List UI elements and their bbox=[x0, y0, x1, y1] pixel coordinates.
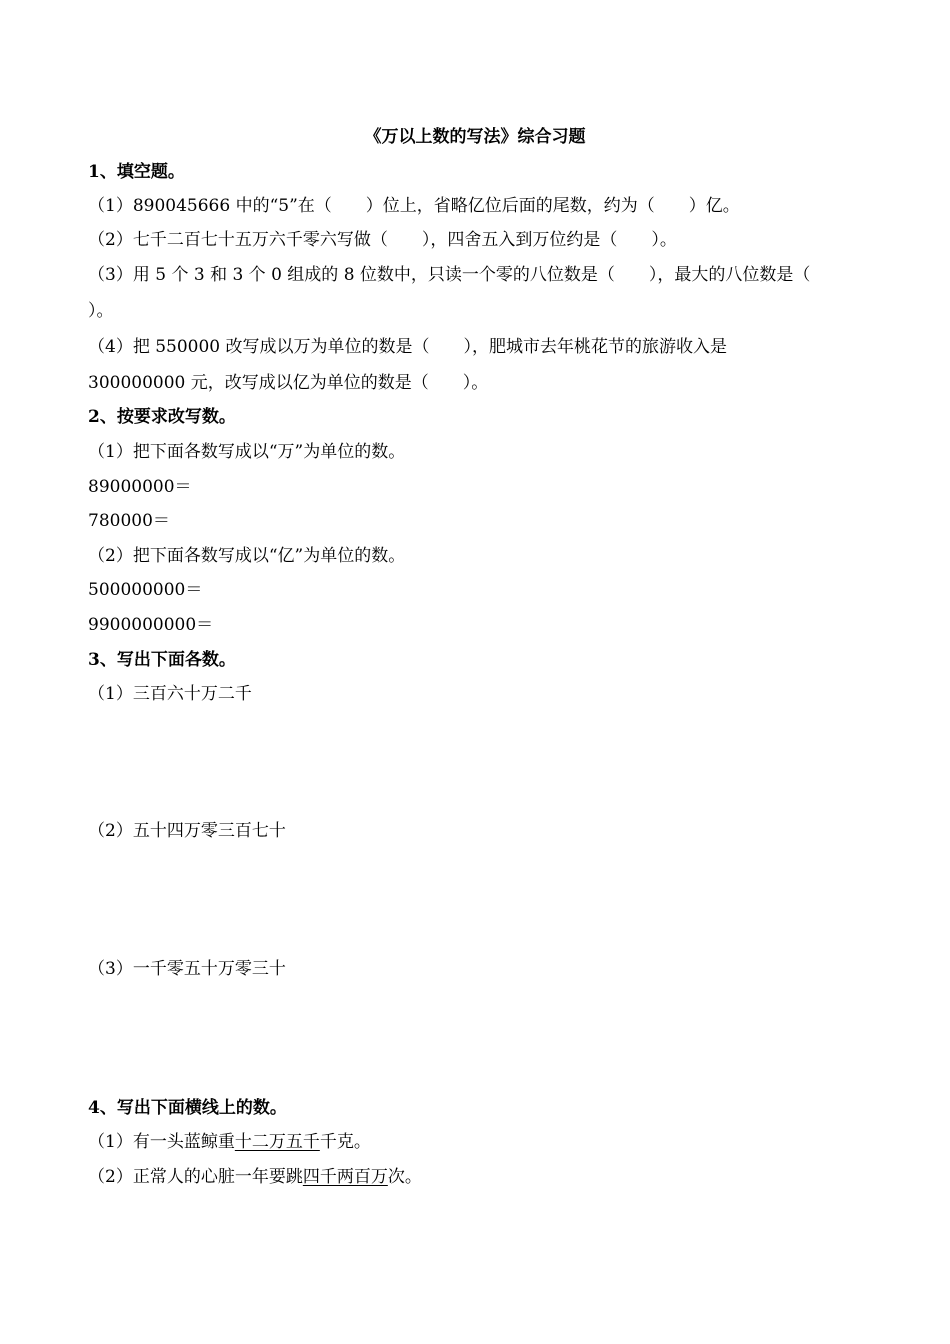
question-4-1-underlined: 十二万五千 bbox=[234, 1132, 320, 1152]
question-4-1-prefix: （1）有一头蓝鲸重 bbox=[88, 1132, 235, 1152]
question-1-3-cont: ）。 bbox=[88, 301, 114, 321]
question-3-1: （1）三百六十万二千 bbox=[88, 684, 252, 704]
page-title: 《万以上数的写法》综合习题 bbox=[364, 127, 586, 147]
question-1-4-cont: 300000000 元，改写成以亿为单位的数是（ ）。 bbox=[88, 373, 489, 393]
section-4-heading: 4、写出下面横线上的数。 bbox=[88, 1098, 287, 1118]
question-1-3: （3）用 5 个 3 和 3 个 0 组成的 8 位数中，只读一个零的八位数是（ ），最大的八位数是（ bbox=[88, 265, 811, 285]
question-2-2: （2）把下面各数写成以“亿”为单位的数。 bbox=[88, 546, 406, 566]
question-2-1: （1）把下面各数写成以“万”为单位的数。 bbox=[88, 442, 406, 462]
question-2-2-b: 9900000000＝ bbox=[88, 615, 214, 635]
question-4-1-suffix: 千克。 bbox=[319, 1132, 371, 1152]
question-3-2: （2）五十四万零三百七十 bbox=[88, 821, 286, 841]
question-1-1: （1）890045666 中的“5”在（ ）位上，省略亿位后面的尾数，约为（ ）亿。 bbox=[88, 196, 740, 216]
question-2-2-a: 500000000＝ bbox=[88, 580, 203, 600]
question-2-1-b: 780000＝ bbox=[88, 511, 170, 531]
question-4-2 bbox=[88, 1166, 422, 1188]
question-1-4: （4）把 550000 改写成以万为单位的数是（ ），肥城市去年桃花节的旅游收入是 bbox=[88, 337, 728, 357]
question-4-1 bbox=[88, 1131, 371, 1153]
section-1-heading: 1、填空题。 bbox=[88, 162, 185, 182]
section-2-heading: 2、按要求改写数。 bbox=[88, 407, 236, 427]
question-4-2-prefix: （2）正常人的心脏一年要跳 bbox=[88, 1167, 303, 1187]
question-3-3: （3）一千零五十万零三十 bbox=[88, 959, 286, 979]
question-4-2-underlined: 四千两百万 bbox=[302, 1167, 388, 1187]
question-2-1-a: 89000000＝ bbox=[88, 477, 192, 497]
section-3-heading: 3、写出下面各数。 bbox=[88, 650, 236, 670]
question-1-2: （2）七千二百七十五万六千零六写做（ ），四舍五入到万位约是（ ）。 bbox=[88, 230, 677, 250]
question-4-2-suffix: 次。 bbox=[387, 1167, 422, 1187]
